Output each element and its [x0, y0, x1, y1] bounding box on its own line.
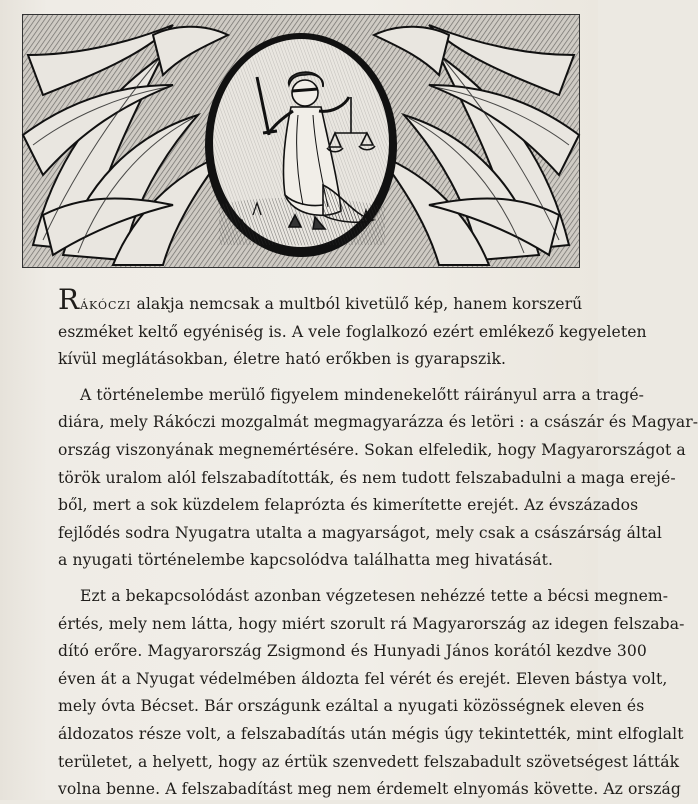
- text-line: volna benne. A felszabadítást meg nem érdemelt elnyomás követte. Az ország: [58, 780, 681, 799]
- justitia-woodcut-illustration: [22, 14, 580, 268]
- text-span: alakja nemcsak a multból kivetülő kép, hanem korszerű: [131, 295, 583, 313]
- paragraph-2: [58, 382, 698, 575]
- text-line: Ezt a bekapcsolódást azonban végzetesen nehézzé tette a bécsi megnem-: [80, 586, 669, 605]
- dropcap-letter: R: [58, 283, 81, 316]
- text-line: ből, mert a sok küzdelem felaprózta és kimerítette erejét. Az évszázados: [58, 496, 639, 515]
- text-line: mely óvta Bécset. Bár országunk ezáltal a nyugati közösségnek eleven és: [58, 697, 645, 716]
- paragraph-3: [58, 583, 685, 804]
- text-line: A történelembe merülő figyelem mindenekelőtt ráirányul arra a tragé-: [80, 385, 645, 404]
- paragraph-1: [58, 283, 647, 374]
- text-line: területet, a helyett, hogy az értük szenvedett felszabadult szövetségest látták: [58, 752, 680, 771]
- text-line: áldozatos része volt, a felszabadítás után mégis úgy tekintették, mint elfoglalt: [58, 724, 684, 743]
- text-line: [58, 283, 583, 319]
- text-line: ország viszonyának megnemértésére. Sokan elfeledik, hogy Magyarországot a: [58, 440, 686, 459]
- text-line: a nyugati történelembe kapcsolódva találhatta meg hivatását.: [58, 551, 554, 570]
- article-body: [58, 283, 698, 804]
- text-line: fejlődés sodra Nyugatra utalta a magyarságot, mely csak a császárság által: [58, 523, 662, 542]
- text-line: diára, mely Rákóczi mozgalmát megmagyarázza és letöri : a császár és Magyar-: [58, 413, 698, 432]
- name-smallcaps: ákóczi: [80, 295, 132, 313]
- woodcut-image: [23, 15, 579, 267]
- text-line: éven át a Nyugat védelmében áldozta fel vérét és erejét. Eleven bástya volt,: [58, 669, 668, 688]
- text-line: eszméket keltő egyéniség is. A vele foglalkozó ezért emlékező kegyeleten: [58, 322, 647, 341]
- text-line: értés, mely nem látta, hogy miért szorult rá Magyarország az idegen felszaba-: [58, 614, 685, 633]
- text-line: kívül meglátásokban, életre ható erőkben is gyarapszik.: [58, 350, 507, 369]
- text-line: dító erőre. Magyarország Zsigmond és Hunyadi János korától kezdve 300: [58, 642, 647, 661]
- text-line: török uralom alól felszabadították, és nem tudott felszabadulni a maga erejé-: [58, 468, 676, 487]
